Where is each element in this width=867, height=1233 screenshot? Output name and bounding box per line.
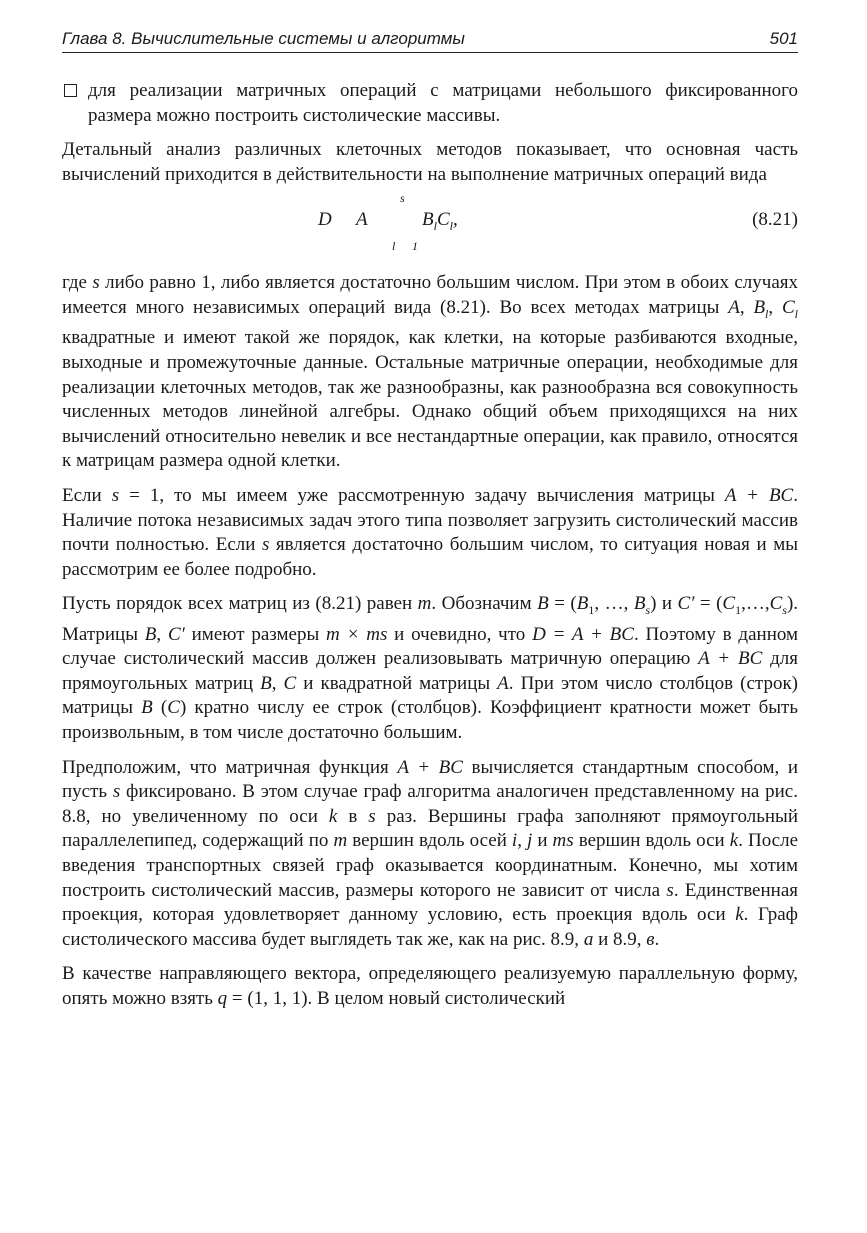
formula-sum-lower-index: l [392,239,396,254]
book-page [62,28,798,1012]
formula-8-21 [62,187,798,271]
paragraph-4: Пусть порядок всех матриц из (8.21) равен m. Обозначим $B = (B_1$, …, $B_s$) и $C' = (C_1,\dots,C_s)$. Матрицы B, C′ имеют размеры m × ms и очевидно, что D = A + BC. Поэтому в данном случае систолический массив должен реализовывать матричную операцию A + BC для прямоугольных матриц B, C и квадратной матрицы A. При этом число столбцов (строк) матрицы B (C) кратно числу ее строк (столбцов). Коэффициент кратности может быть произвольным, в том числе достаточно большим. [62,593,799,744]
running-header [62,28,798,53]
page-number: 501 [769,29,798,48]
paragraph-6: В качестве направляющего вектора, определяющего реализуемую параллельную форму, опять можно взять q = (1, 1, 1). В целом новый систолический [62,963,798,1009]
formula-a: A [356,209,368,231]
chapter-title: Глава 8. Вычислительные системы и алгоритмы [62,29,465,48]
paragraph-1: Детальный анализ различных клеточных методов показывает, что основная часть вычислений приходится в действительности на выполнение матричных операций вида [62,139,798,185]
paragraph-2: где s либо равно 1, либо является достаточно большим числом. При этом в обоих случаях имеется много независимых операций вида (8.21). Во всех методах матрицы A, $B_l$, $C_l$ квадратные и имеют такой же порядок, как клетки, на которые разбиваются входные, выходные и промежуточные данные. Остальные матричные операции, необходимые для реализации клеточных методов, так же разнообразны, как разнообразна вся совокупность численных методов линейной алгебры. Однако общий объем приходящихся на них вычислений относительно невелик и все нестандартные операции, как правило, относятся к матрицам размера одной клетки. [62,272,799,472]
equation-number: (8.21) [752,209,798,231]
bullet-text: для реализации матричных операций с матрицами небольшого фиксированного размера можно построить систолические массивы. [88,80,798,126]
bullet-item [62,79,798,128]
formula-term: $B_lC_l$, [422,209,458,234]
formula-sum-upper: s [400,191,405,206]
paragraph-3: Если s = 1, то мы имеем уже рассмотренную задачу вычисления матрицы A + BC. Наличие потока независимых задач этого типа позволяет загрузить систолический массив почти полностью. Если s является достаточно большим числом, то ситуация новая и мы рассмотрим ее более подробно. [62,484,798,580]
formula-d: D [318,209,332,231]
paragraph-5: Предположим, что матричная функция A + BC вычисляется стандартным способом, и пусть s фиксировано. В этом случае граф алгоритма аналогичен представленному на рис. 8.8, но увеличенному по оси k в s раз. Вершины графа заполняют прямоугольный параллелепипед, содержащий по m вершин вдоль осей i, j и ms вершин вдоль оси k. После введения транспортных связей граф оказывается координатным. Конечно, мы хотим построить систолический массив, размеры которого не зависит от числа s. Единственная проекция, которая удовлетворяет данному условию, есть проекция вдоль оси k. Граф систолического массива будет выглядеть так же, как на рис. 8.9, а и 8.9, в. [62,756,799,950]
checkbox-bullet-icon [64,84,77,97]
formula-sum-lower-start: 1 [412,239,418,254]
